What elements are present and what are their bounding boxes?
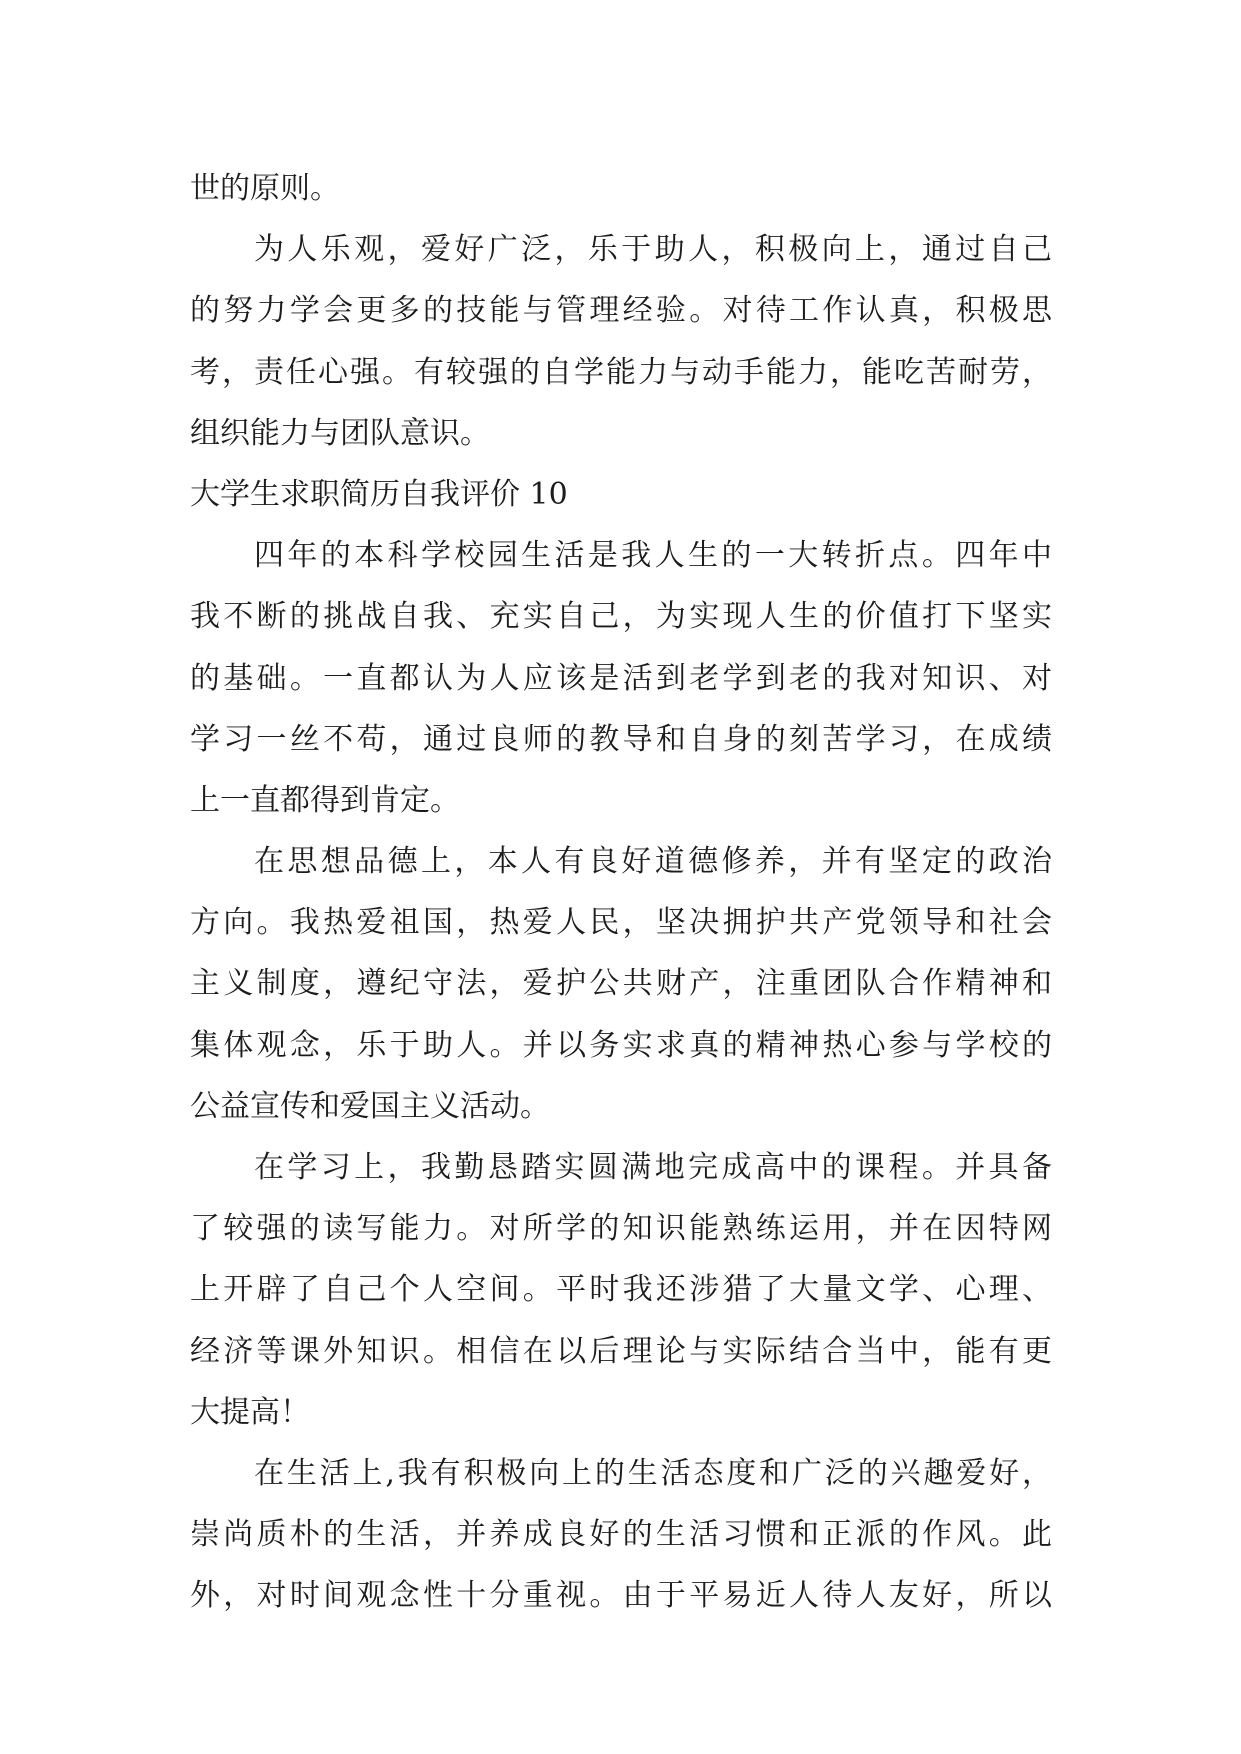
- text-line: 的基础。一直都认为人应该是活到老学到老的我对知识、对: [190, 660, 1052, 696]
- text-line: 上一直都得到肯定。: [190, 782, 460, 818]
- paragraph-daily-life: [190, 1443, 1052, 1627]
- text-line: 外，对时间观念性十分重视。由于平易近人待人友好，所以: [190, 1578, 1052, 1614]
- document-body: [190, 158, 1052, 1627]
- text-line: 世的原则。: [190, 171, 340, 206]
- paragraph-morality: [190, 831, 1052, 1137]
- text-line: 为人乐观，爱好广泛，乐于助人，积极向上，通过自己: [254, 232, 1052, 268]
- text-line: 公益宣传和爱国主义活动。: [190, 1088, 550, 1124]
- text-line: 方向。我热爱祖国，热爱人民，坚决拥护共产党领导和社会: [190, 905, 1052, 941]
- text-line: 学习一丝不苟，通过良师的教导和自身的刻苦学习，在成绩: [190, 721, 1052, 757]
- paragraph-university-life: [190, 525, 1052, 831]
- text-line: 经济等课外知识。相信在以后理论与实际结合当中，能有更: [190, 1333, 1052, 1369]
- text-line: 在学习上，我勤恳踏实圆满地完成高中的课程。并具备: [254, 1150, 1052, 1185]
- text-line: 了较强的读写能力。对所学的知识能熟练运用，并在因特网: [190, 1211, 1052, 1247]
- text-line: 的努力学会更多的技能与管理经验。对待工作认真，积极思: [190, 293, 1052, 329]
- paragraph-continued: [190, 158, 1052, 219]
- text-line: 考，责任心强。有较强的自学能力与动手能力，能吃苦耐劳，: [190, 354, 1052, 390]
- text-line: 大提高！: [190, 1394, 310, 1430]
- text-line: 在思想品德上，本人有良好道德修养，并有坚定的政治: [254, 844, 1052, 880]
- text-line: 主义制度，遵纪守法，爱护公共财产，注重团队合作精神和: [190, 966, 1052, 1002]
- text-line: 我不断的挑战自我、充实自己，为实现人生的价值打下坚实: [190, 599, 1052, 635]
- section-heading: [190, 464, 1052, 525]
- paragraph-study: [190, 1137, 1052, 1443]
- paragraph-personality: [190, 219, 1052, 464]
- text-line: 崇尚质朴的生活，并养成良好的生活习惯和正派的作风。此: [190, 1517, 1052, 1553]
- text-line: 在生活上,我有积极向上的生活态度和广泛的兴趣爱好，: [254, 1455, 1052, 1491]
- text-line: 四年的本科学校园生活是我人生的一大转折点。四年中: [254, 538, 1052, 574]
- text-line: 上开辟了自己个人空间。平时我还涉猎了大量文学、心理、: [190, 1272, 1052, 1308]
- section-heading-text: 大学生求职简历自我评价 10: [190, 476, 568, 512]
- text-line: 组织能力与团队意识。: [190, 415, 490, 451]
- text-line: 集体观念，乐于助人。并以务实求真的精神热心参与学校的: [190, 1027, 1052, 1063]
